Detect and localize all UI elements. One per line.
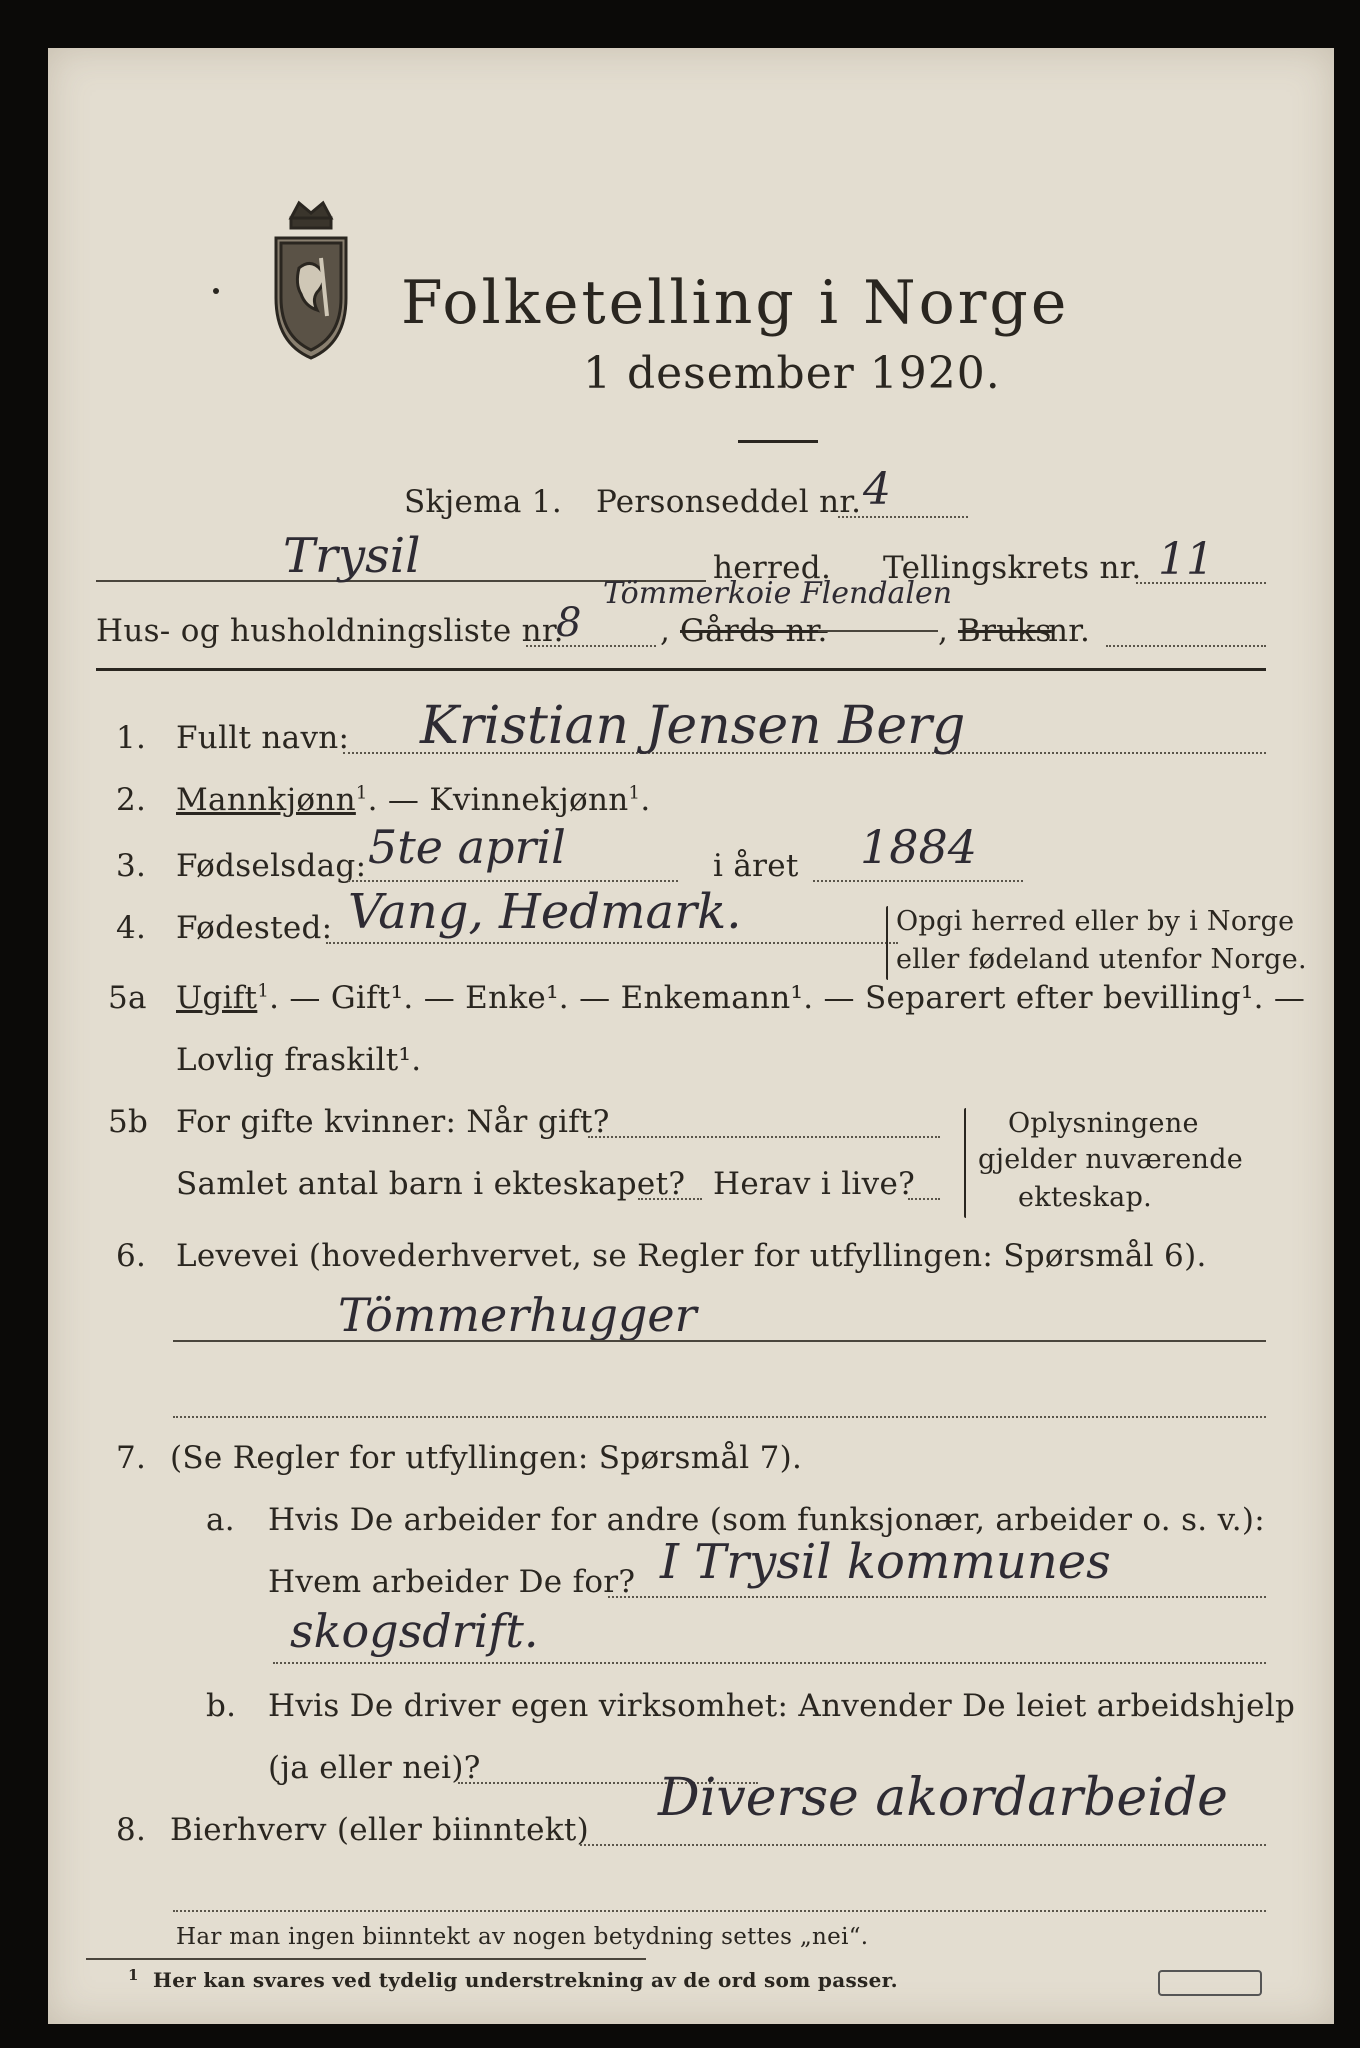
q5b-label-1: For gifte kvinner: Når gift?: [176, 1104, 610, 1140]
q4-note-2: eller fødeland utenfor Norge.: [896, 944, 1307, 975]
q5a-line-2: Lovlig fraskilt¹.: [176, 1042, 422, 1078]
q7a-letter: a.: [206, 1502, 235, 1538]
biinntekt-note: Har man ingen biinntekt av nogen betydning settes „nei“.: [176, 1924, 869, 1950]
tellingskrets-value: 11: [1158, 534, 1214, 585]
q7a-label: Hvis De arbeider for andre (som funksjonær, arbeider o. s. v.):: [268, 1502, 1266, 1538]
q6-number: 6.: [116, 1238, 147, 1274]
q1-label: Fullt navn:: [176, 720, 350, 756]
q2-male: Mannkjønn: [176, 782, 356, 818]
q4-number: 4.: [116, 910, 147, 946]
q5b-label-2: Samlet antal barn i ekteskapet?: [176, 1166, 686, 1202]
personseddel-value: 4: [863, 464, 891, 515]
q2-number: 2.: [116, 782, 147, 818]
q4-note-1: Opgi herred eller by i Norge: [896, 906, 1295, 937]
q7a-value-1: I Trysil kommunes: [660, 1534, 1111, 1590]
personseddel-label: Personseddel nr.: [596, 484, 862, 520]
bruks-nr-label: nr.: [1048, 613, 1091, 649]
q6-label: Levevei (hovederhvervet, se Regler for utfyllingen: Spørsmål 6).: [176, 1238, 1207, 1274]
q7b-letter: b.: [206, 1688, 237, 1724]
comma-1: ,: [660, 613, 671, 649]
q4-label: Fødested:: [176, 910, 333, 946]
q7a-value-2: skogsdrift.: [290, 1604, 539, 1658]
q3-year-label: i året: [713, 848, 799, 884]
title-rule: [738, 440, 818, 443]
dot-mark: [213, 288, 219, 294]
q5b-note-3: ekteskap.: [1018, 1182, 1153, 1213]
q5b-note-2: gjelder nuværende: [978, 1144, 1244, 1175]
footnote-text: Her kan svares ved tydelig understrekning av de ord som passer.: [153, 1968, 898, 1992]
tellingskrets-label: Tellingskrets nr.: [883, 550, 1142, 586]
q5b-label-3: Herav i live?: [713, 1166, 916, 1202]
q2-options: Mannkjønn$^1$. — Kvinnekjønn$^1$.: [176, 782, 651, 818]
skjema-label: Skjema 1.: [404, 484, 562, 520]
hus-label: Hus- og husholdningsliste nr.: [96, 613, 564, 649]
q5b-note-1: Oplysningene: [1008, 1108, 1199, 1139]
q8-value: Diverse akordarbeide: [658, 1768, 1228, 1828]
q4-value: Vang, Hedmark.: [348, 884, 742, 940]
q7b-label-2: (ja eller nei)?: [268, 1750, 481, 1786]
q3-year-value: 1884: [860, 820, 978, 874]
q5a-number: 5a: [108, 980, 147, 1016]
gard-value: Tömmerkoie Flendalen: [603, 576, 953, 611]
q3-label: Fødselsdag:: [176, 848, 367, 884]
q8-label: Bierhverv (eller biinntekt): [170, 1812, 590, 1848]
form-date: 1 desember 1920.: [583, 348, 1001, 399]
herred-label: herred.: [713, 550, 832, 586]
q2-female: Kvinnekjønn: [429, 782, 629, 818]
printer-stamp-icon: [1158, 1970, 1262, 1996]
q5a-ugift: Ugift: [176, 980, 258, 1016]
bruks-label: Bruks: [958, 613, 1052, 649]
q1-value: Kristian Jensen Berg: [420, 696, 966, 756]
header-divider: [96, 668, 1266, 671]
q7a-label-2: Hvem arbeider De for?: [268, 1564, 636, 1600]
q7b-label: Hvis De driver egen virksomhet: Anvender De leiet arbeidshjelp: [268, 1688, 1296, 1724]
q7-number: 7.: [116, 1440, 147, 1476]
hus-value: 8: [556, 600, 582, 646]
footnote-mark: 1: [128, 1966, 139, 1984]
census-form: [48, 48, 1334, 2024]
herred-value: Trysil: [283, 528, 421, 584]
form-title: Folketelling i Norge: [401, 268, 1070, 338]
comma-2: ,: [938, 613, 949, 649]
q3-number: 3.: [116, 848, 147, 884]
q1-number: 1.: [116, 720, 147, 756]
q7-label: (Se Regler for utfyllingen: Spørsmål 7).: [170, 1440, 803, 1476]
coat-of-arms-icon: [261, 198, 361, 368]
q8-number: 8.: [116, 1812, 147, 1848]
q6-value: Tömmerhugger: [338, 1288, 697, 1342]
q5a-options: Ugift$^1$. — Gift¹. — Enke¹. — Enkemann¹. — Separert efter bevilling¹. —: [176, 980, 1306, 1016]
q5b-number: 5b: [108, 1104, 149, 1140]
q3-value: 5te april: [368, 820, 566, 874]
gards-label: Gårds nr.: [680, 613, 828, 649]
